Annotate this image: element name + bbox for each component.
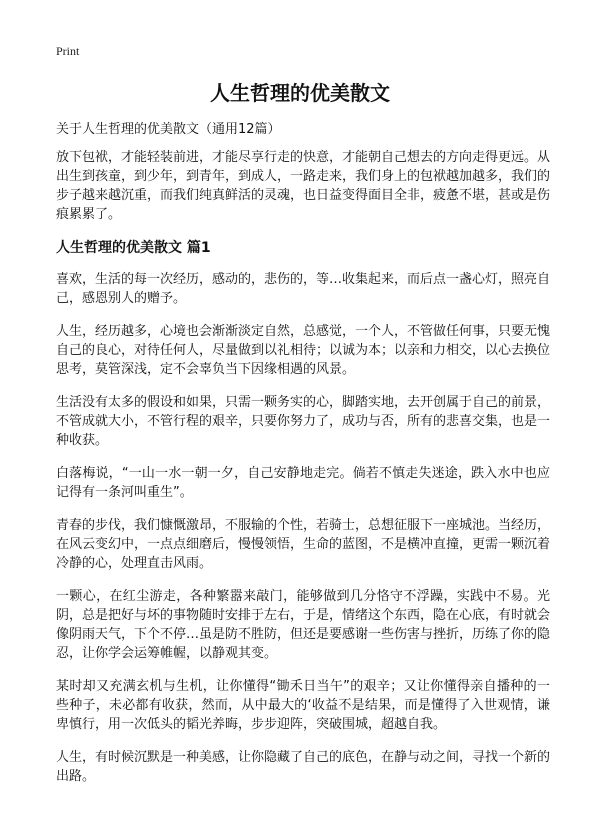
paragraph-3: 生活没有太多的假设和如果，只需一颗务实的心，脚踏实地，去开创属于自己的前景，不管成就大小，不管行程的艰辛，只要你努力了，成功与否，所有的悲喜交集，也是一种收获。	[56, 395, 551, 448]
paragraph-8: 人生，有时候沉默是一种美感，让你隐藏了自己的底色，在静与动之间，寻找一个新的出路。	[56, 750, 551, 784]
section-heading: 人生哲理的优美散文 篇1	[56, 240, 211, 256]
document-title: 人生哲理的优美散文	[210, 81, 390, 105]
paragraph-4: 白落梅说，“一山一水一朝一夕，自己安静地走完。倘若不慎走失迷途，跌入水中也应记得有一条河叫重生”。	[56, 466, 550, 500]
paragraph-7: 某时却又充满玄机与生机，让你懂得“锄禾日当午”的艰辛；又让你懂得亲自播种的一些种子，未必都有收获，然而，从中最大的‘收益不是结果，而是懂得了入世观情，谦卑慎行，用一次低头的韬光养晦，步步迎阵，突破围城，超越自我。	[56, 679, 550, 732]
paragraph-6: 一颗心，在红尘游走，各种繁嚣来敲门，能够做到几分恪守不浮躁，实践中不易。光阴，总是把好与坏的事物随时安排于左右，于是，情绪这个东西，隐在心底，有时就会像阴雨天气，下个不停…虽是防不胜防，但还是要感谢一些伤害与挫折，历练了你的隐忍，让你学会运筹帷幄，以静观其变。	[56, 589, 551, 661]
paragraph-2: 人生，经历越多，心境也会渐渐淡定自然，总感觉，一个人，不管做任何事，只要无愧自己的良心，对待任何人，尽量做到以礼相待；以诚为本；以亲和力相交，以心去换位思考，莫管深浅，定不会辜负当下因缘相遇的风景。	[56, 324, 551, 377]
intro-paragraph: 放下包袱，才能轻装前进，才能尽享行走的快意，才能朝自己想去的方向走得更远。从出生到孩童，到少年，到青年，到成人，一路走来，我们身上的包袱越加越多，我们的步子越来越沉重，而我们纯真鲜活的灵魂，也日益变得面目全非，疲惫不堪，甚或是伤痕累累了。	[56, 150, 551, 222]
article-body	[56, 148, 550, 800]
print-link[interactable]: Print	[56, 44, 80, 58]
document-subtitle: 关于人生哲理的优美散文（通用12篇）	[56, 122, 281, 137]
paragraph-5: 青春的步伐，我们慷慨激昂，不服输的个性，若骑士，总想征服下一座城池。当经历，在风云变幻中，一点点细磨后，慢慢领悟，生命的蓝图，不是横冲直撞，更需一颗沉着冷静的心，处理直击风雨。	[56, 518, 551, 571]
paragraph-1: 喜欢，生活的每一次经历，感动的，悲伤的，等…收集起来，而后点一盏心灯，照亮自己，感恩别人的赠予。	[56, 272, 551, 306]
